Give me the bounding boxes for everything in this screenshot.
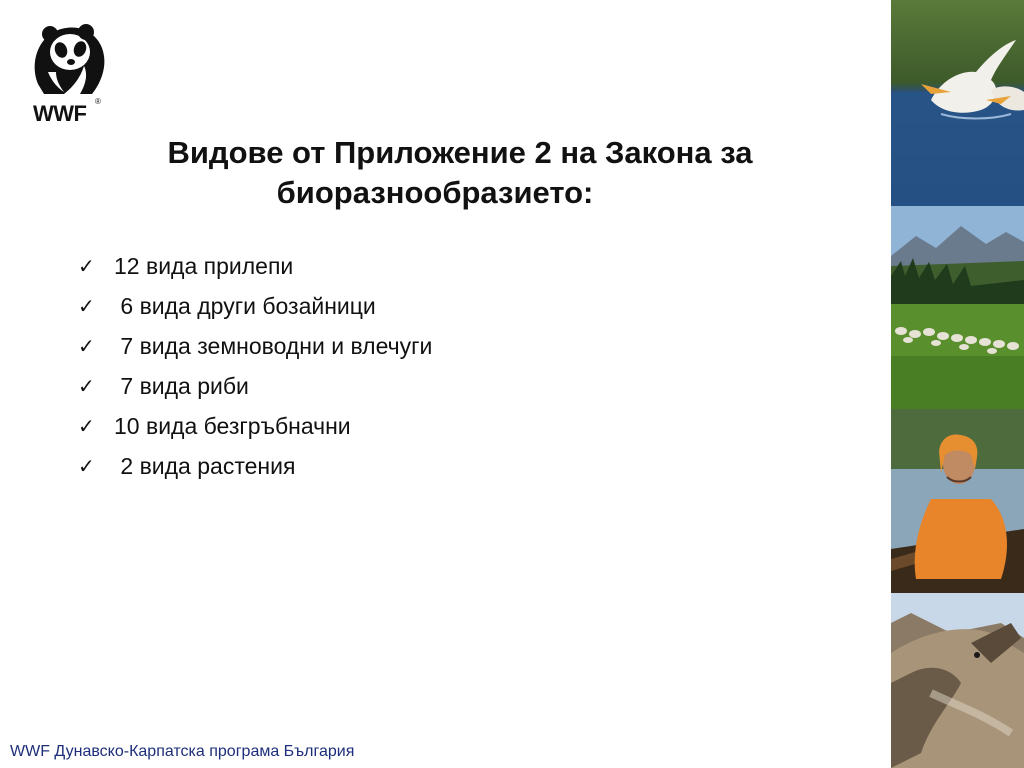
- footer-text: WWF Дунавско-Карпатска програма България: [10, 743, 355, 760]
- mountain-sheep-photo: [891, 206, 1024, 409]
- list-item-text: 12 вида прилепи: [114, 252, 294, 279]
- checkmark-icon: ✓: [78, 375, 95, 398]
- list-item: [78, 286, 432, 326]
- wolf-photo: [891, 593, 1024, 768]
- title-line-2: биоразнообразието:: [276, 175, 594, 210]
- pelicans-photo: [891, 0, 1024, 206]
- checkmark-icon: ✓: [78, 335, 95, 358]
- title-line-1: Видове от Приложение 2 на Закона за: [167, 135, 753, 170]
- checkmark-icon: ✓: [78, 295, 95, 318]
- list-item-text: 6 вида други бозайници: [114, 292, 376, 319]
- wwf-wordmark: WWF: [33, 101, 87, 126]
- photo-strip: [891, 0, 1024, 768]
- slide-title: [60, 133, 860, 213]
- list-item: [78, 326, 432, 366]
- species-list: [78, 246, 432, 486]
- list-item-text: 2 вида растения: [114, 452, 296, 479]
- list-item-text: 10 вида безгръбначни: [114, 412, 351, 439]
- registered-mark: ®: [95, 97, 101, 106]
- list-item-text: 7 вида риби: [114, 372, 249, 399]
- checkmark-icon: ✓: [78, 255, 95, 278]
- checkmark-icon: ✓: [78, 455, 95, 478]
- list-item: [78, 406, 432, 446]
- list-item: [78, 246, 432, 286]
- fisherman-photo: [891, 409, 1024, 593]
- list-item: [78, 366, 432, 406]
- checkmark-icon: ✓: [78, 415, 95, 438]
- list-item-text: 7 вида земноводни и влечуги: [114, 332, 433, 359]
- panda-icon: [30, 22, 106, 102]
- list-item: [78, 446, 432, 486]
